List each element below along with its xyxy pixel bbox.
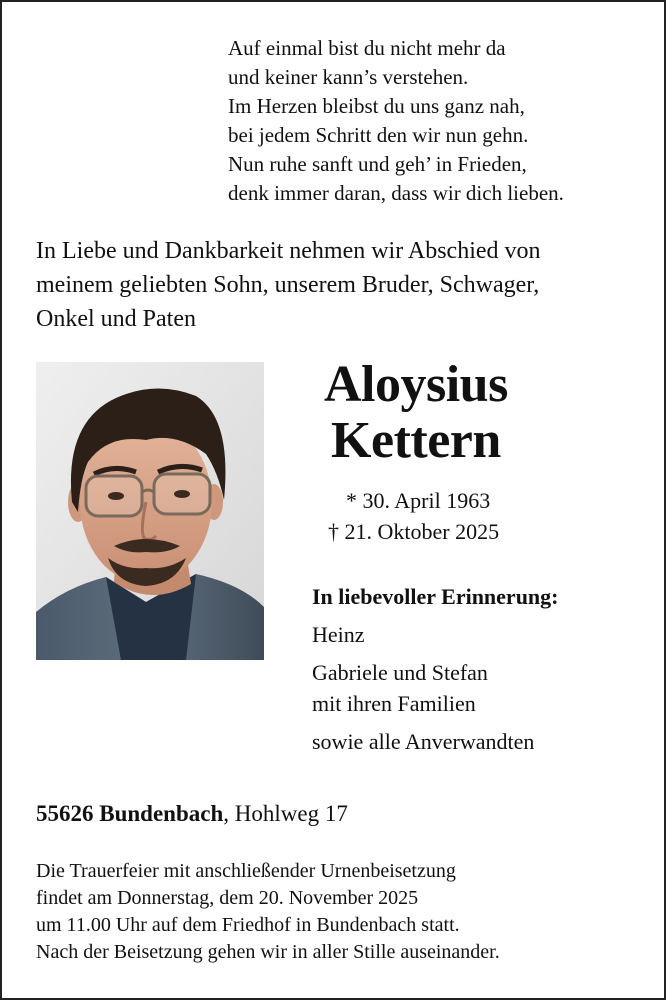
- portrait-photo: [36, 362, 264, 660]
- mourners: [312, 582, 559, 757]
- address-separator: ,: [223, 801, 230, 826]
- death-date: † 21. Oktober 2025: [328, 519, 500, 544]
- mourner-relatives: sowie alle Anverwandten: [312, 729, 535, 754]
- address-street: Hohlweg 17: [229, 801, 348, 826]
- ceremony-line: Nach der Beisetzung gehen wir in aller Stille auseinander.: [36, 941, 500, 963]
- poem-line: Nun ruhe sanft und geh’ in Frieden,: [228, 152, 527, 176]
- life-dates: [328, 485, 499, 547]
- deceased-name: [324, 357, 508, 469]
- intro-line: meinem geliebten Sohn, unserem Bruder, Schwager,: [36, 272, 540, 298]
- poem-line: bei jedem Schritt den wir nun gehn.: [228, 123, 529, 147]
- last-name: Kettern: [331, 412, 501, 469]
- intro-line: In Liebe und Dankbarkeit nehmen wir Abschied von: [36, 238, 541, 264]
- mourner-family: Gabriele und Stefan: [312, 660, 488, 685]
- poem-line: und keiner kann’s verstehen.: [228, 65, 469, 89]
- poem-line: denk immer daran, dass wir dich lieben.: [228, 181, 564, 205]
- mourner-family-note: mit ihren Familien: [312, 691, 476, 716]
- ceremony-info: [36, 858, 500, 966]
- intro-text: [36, 234, 651, 336]
- memory-heading: In liebevoller Erinnerung:: [312, 584, 559, 609]
- first-name: Aloysius: [324, 356, 508, 413]
- address-city: 55626 Bundenbach: [36, 801, 224, 826]
- poem-line: Im Herzen bleibst du uns ganz nah,: [228, 94, 525, 118]
- poem: [228, 34, 564, 208]
- address: [36, 799, 348, 829]
- ceremony-line: Die Trauerfeier mit anschließender Urnenbeisetzung: [36, 860, 456, 882]
- birth-date: * 30. April 1963: [346, 488, 491, 513]
- ceremony-line: findet am Donnerstag, dem 20. November 2025: [36, 887, 419, 909]
- portrait-image: [36, 362, 264, 660]
- intro-line: Onkel und Paten: [36, 306, 196, 332]
- poem-line: Auf einmal bist du nicht mehr da: [228, 36, 506, 60]
- mourner-name: Heinz: [312, 622, 365, 647]
- ceremony-line: um 11.00 Uhr auf dem Friedhof in Bundenbach statt.: [36, 914, 460, 936]
